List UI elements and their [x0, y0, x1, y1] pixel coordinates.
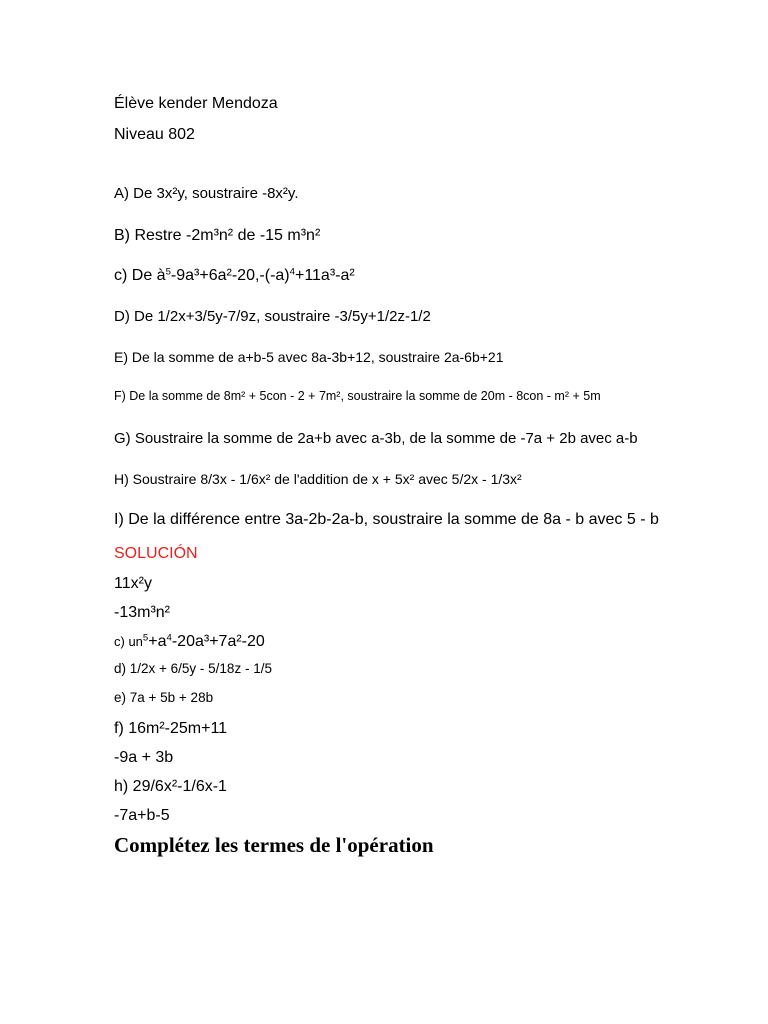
answer-c-exponent-2: 4: [166, 632, 172, 644]
student-name: Élève kender Mendoza: [114, 95, 278, 112]
question-c-part2: -9a³+6a²-20,-(-a): [170, 267, 290, 284]
answer-c: [114, 634, 265, 650]
answer-h: h) 29/6x²-1/6x-1: [114, 778, 227, 795]
answer-d: d) 1/2x + 6/5y - 5/18z - 1/5: [114, 661, 272, 676]
question-g: G) Soustraire la somme de 2a+b avec a-3b, de la somme de -7a + 2b avec a-b: [114, 430, 638, 447]
answer-a: 11x²y: [114, 575, 152, 592]
footer-heading: Complétez les termes de l'opération: [114, 833, 434, 857]
question-c: [114, 268, 355, 284]
question-d: D) De 1/2x+3/5y-7/9z, soustraire -3/5y+1/2z-1/2: [114, 308, 431, 325]
answer-f: f) 16m²-25m+11: [114, 720, 228, 737]
question-c-exponent-1: 5: [165, 266, 171, 278]
question-h: H) Soustraire 8/3x - 1/6x² de l'addition de x + 5x² avec 5/2x - 1/3x²: [114, 471, 522, 487]
answer-c-exponent-1: 5: [142, 632, 149, 644]
answer-c-prefix: c) un: [114, 634, 143, 649]
answer-c-part2: +a: [148, 633, 167, 650]
question-i: I) De la différence entre 3a-2b-2a-b, soustraire la somme de 8a - b avec 5 - b: [114, 511, 659, 528]
answer-g: -9a + 3b: [114, 749, 174, 766]
answer-b: -13m³n²: [114, 604, 171, 621]
question-f: F) De la somme de 8m² + 5con - 2 + 7m², soustraire la somme de 20m - 8con - m² + 5m: [114, 389, 601, 403]
solution-title: SOLUCIÓN: [114, 545, 198, 562]
question-b: B) Restre -2m³n² de -15 m³n²: [114, 227, 321, 244]
question-e: E) De la somme de a+b-5 avec 8a-3b+12, soustraire 2a-6b+21: [114, 349, 504, 365]
answer-i: -7a+b-5: [114, 807, 170, 824]
answer-e: e) 7a + 5b + 28b: [114, 690, 214, 705]
question-c-part3: +11a³-a²: [294, 267, 355, 284]
question-c-part1: c) De à: [114, 267, 166, 284]
answer-c-part3: -20a³+7a²-20: [171, 633, 265, 650]
question-c-exponent-2: 4: [289, 266, 295, 278]
question-a: A) De 3x²y, soustraire -8x²y.: [114, 185, 299, 202]
student-level: Niveau 802: [114, 126, 195, 143]
